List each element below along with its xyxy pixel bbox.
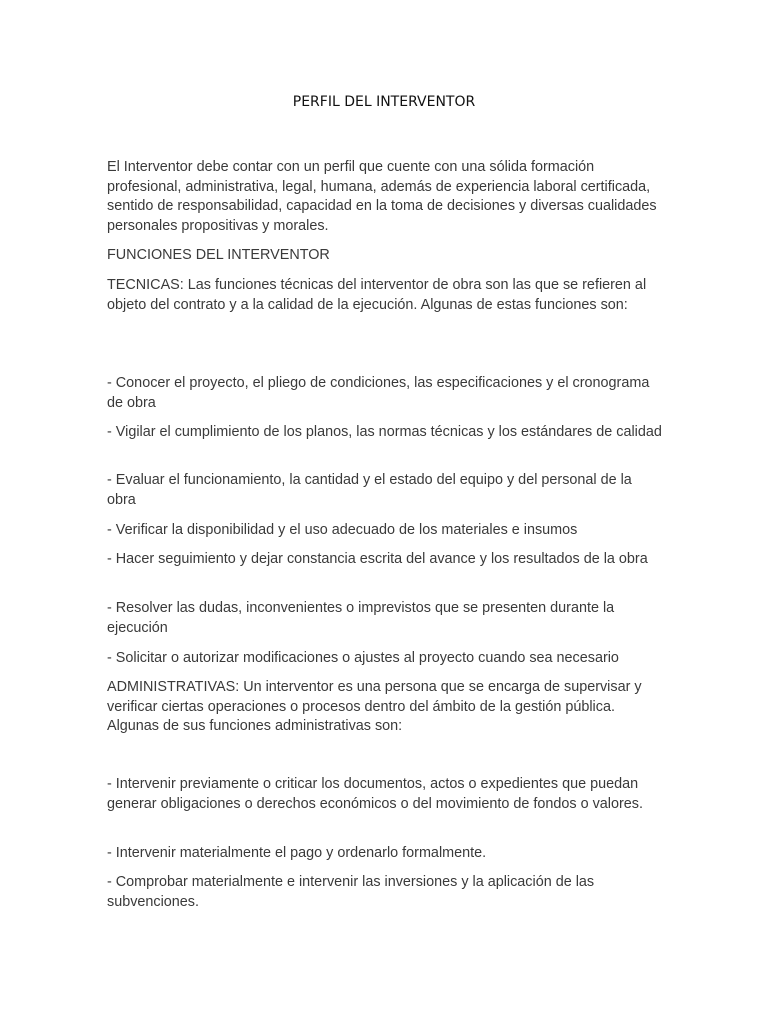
intro-paragraph: El Interventor debe contar con un perfil que cuente con una sólida formación profesional, administrativa, legal, humana, además de experiencia laboral certificada, sentido de responsabilidad, capacidad en la toma de decisiones y diversas cualidades personales propositivas y morales.	[107, 159, 657, 234]
tecnicas-item: - Resolver las dudas, inconvenientes o imprevistos que se presenten durante la ejecución	[107, 600, 615, 636]
tecnicas-item: - Hacer seguimiento y dejar constancia escrita del avance y los resultados de la obra	[107, 551, 648, 567]
administrativas-intro-paragraph: ADMINISTRATIVAS: Un interventor es una persona que se encarga de supervisar y verificar ciertas operaciones o procesos dentro del ámbito de la gestión pública. Algunas de sus funciones administrativas son:	[107, 679, 642, 735]
tecnicas-item: - Solicitar o autorizar modificaciones o ajustes al proyecto cuando sea necesario	[107, 650, 619, 666]
tecnicas-item: - Conocer el proyecto, el pliego de condiciones, las especificaciones y el cronograma de obra	[107, 375, 650, 411]
tecnicas-item: - Evaluar el funcionamiento, la cantidad y el estado del equipo y del personal de la obra	[107, 472, 632, 508]
tecnicas-intro-paragraph: TECNICAS: Las funciones técnicas del interventor de obra son las que se refieren al objeto del contrato y a la calidad de la ejecución. Algunas de estas funciones son:	[107, 277, 647, 313]
funciones-heading: FUNCIONES DEL INTERVENTOR	[107, 247, 330, 263]
administrativas-item: - Intervenir previamente o criticar los documentos, actos o expedientes que puedan generar obligaciones o derechos económicos o del movimiento de fondos o valores.	[107, 776, 643, 812]
administrativas-item: - Intervenir materialmente el pago y ordenarlo formalmente.	[107, 845, 487, 861]
page-title: PERFIL DEL INTERVENTOR	[292, 94, 476, 110]
administrativas-item: - Comprobar materialmente e intervenir las inversiones y la aplicación de las subvenciones.	[107, 874, 595, 910]
tecnicas-item: - Verificar la disponibilidad y el uso adecuado de los materiales e insumos	[107, 522, 578, 538]
tecnicas-item: - Vigilar el cumplimiento de los planos, las normas técnicas y los estándares de calidad	[107, 424, 662, 440]
